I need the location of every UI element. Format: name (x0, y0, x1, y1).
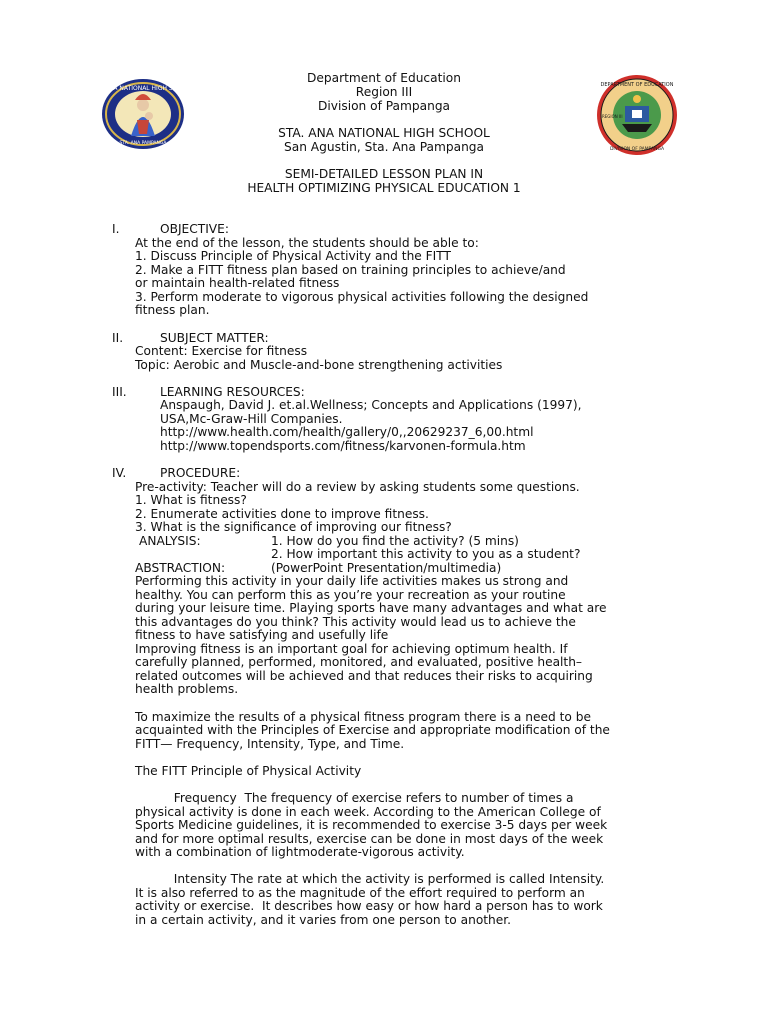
seal-bottom-text: DIVISION OF PAMPANGA (609, 147, 665, 152)
resource-link[interactable]: http://www.topendsports.com/fitness/karvonen-formula.htm (160, 439, 526, 453)
seal-ring-text: DEPARTMENT OF EDUCATION (600, 82, 674, 88)
body-line: healthy. You can perform this as you’re your recreation as your routine (135, 588, 566, 602)
resource-line: Anspaugh, David J. et.al.Wellness; Concepts and Applications (1997), (160, 398, 582, 412)
pre-activity-line: 3. What is the significance of improving our fitness? (135, 520, 452, 534)
objective-line: 2. Make a FITT fitness plan based on training principles to achieve/and (135, 263, 566, 277)
frequency-line: Frequency The frequency of exercise refers to number of times a (135, 791, 574, 805)
section-4-title: PROCEDURE: (160, 466, 241, 480)
analysis-question: 1. How do you find the activity? (5 mins) (271, 534, 519, 548)
intensity-line: in a certain activity, and it varies from one person to another. (135, 913, 512, 927)
analysis-label: ANALYSIS: (139, 534, 201, 548)
section-3-number: III. (112, 385, 127, 399)
frequency-line: with a combination of lightmoderate-vigorous activity. (135, 845, 465, 859)
division-line: Division of Pampanga (317, 99, 451, 113)
section-2-title: SUBJECT MATTER: (160, 331, 269, 345)
section-1-number: I. (112, 222, 120, 236)
seal-side-text: REGION III (602, 114, 623, 119)
resource-line: USA,Mc-Graw-Hill Companies. (160, 412, 343, 426)
body-line: acquainted with the Principles of Exercise and appropriate modification of the (135, 723, 610, 737)
subject-matter-line: Topic: Aerobic and Muscle-and-bone strengthening activities (135, 358, 503, 372)
objective-line: or maintain health-related fitness (135, 276, 340, 290)
body-line: health problems. (135, 682, 239, 696)
body-line: Performing this activity in your daily life activities makes us strong and (135, 574, 569, 588)
section-2-number: II. (112, 331, 124, 345)
section-4-number: IV. (112, 466, 127, 480)
department-line: Department of Education (307, 71, 461, 85)
objective-line: fitness plan. (135, 303, 210, 317)
fitt-heading: The FITT Principle of Physical Activity (135, 764, 362, 778)
analysis-question: 2. How important this activity to you as a student? (271, 547, 581, 561)
lesson-plan-title: SEMI-DETAILED LESSON PLAN IN (284, 167, 484, 181)
body-line: related outcomes will be achieved and that reduces their risks to acquiring (135, 669, 593, 683)
school-address: San Agustin, Sta. Ana Pampanga (284, 140, 484, 154)
pre-activity-line: 2. Enumerate activities done to improve fitness. (135, 507, 429, 521)
frequency-line: physical activity is done in each week. According to the American College of (135, 805, 601, 819)
body-line: this advantages do you think? This activity would lead us to achieve the (135, 615, 576, 629)
seal-ring-text: STA ANA NATIONAL HIGH SCHOOL (91, 85, 195, 92)
body-line: fitness to have satisfying and usefully life (135, 628, 389, 642)
section-3-title: LEARNING RESOURCES: (160, 385, 305, 399)
objective-line: At the end of the lesson, the students should be able to: (135, 236, 479, 250)
intensity-line: Intensity The rate at which the activity is performed is called Intensity. (135, 872, 605, 886)
body-line: during your leisure time. Playing sports have many advantages and what are (135, 601, 607, 615)
body-line: To maximize the results of a physical fitness program there is a need to be (135, 710, 591, 724)
abstraction-label: ABSTRACTION: (135, 561, 226, 575)
objective-line: 3. Perform moderate to vigorous physical activities following the designed (135, 290, 589, 304)
region-line: Region III (355, 85, 413, 99)
frequency-line: Sports Medicine guidelines, it is recommended to exercise 3-5 days per week (135, 818, 608, 832)
intensity-line: It is also referred to as the magnitude of the effort required to perform an (135, 886, 585, 900)
subject-matter-line: Content: Exercise for fitness (135, 344, 308, 358)
pre-activity-line: Pre-activity: Teacher will do a review by asking students some questions. (135, 480, 580, 494)
subject-title: HEALTH OPTIMIZING PHYSICAL EDUCATION 1 (247, 181, 521, 195)
intensity-line: activity or exercise. It describes how easy or how hard a person has to work (135, 899, 603, 913)
abstraction-value: (PowerPoint Presentation/multimedia) (271, 561, 502, 575)
resource-link[interactable]: http://www.health.com/health/gallery/0,,20629237_6,00.html (160, 425, 534, 439)
pre-activity-line: 1. What is fitness? (135, 493, 247, 507)
objective-line: 1. Discuss Principle of Physical Activity and the FITT (135, 249, 451, 263)
section-1-title: OBJECTIVE: (160, 222, 229, 236)
school-name: STA. ANA NATIONAL HIGH SCHOOL (278, 126, 490, 140)
body-line: FITT— Frequency, Intensity, Type, and Time. (135, 737, 405, 751)
seal-bottom-text: STA. ANA PAMPANGA (119, 141, 167, 146)
body-line: carefully planned, performed, monitored, and evaluated, positive health– (135, 655, 583, 669)
body-line: Improving fitness is an important goal for achieving optimum health. If (135, 642, 568, 656)
frequency-line: and for more optimal results, exercise can be done in most days of the week (135, 832, 604, 846)
